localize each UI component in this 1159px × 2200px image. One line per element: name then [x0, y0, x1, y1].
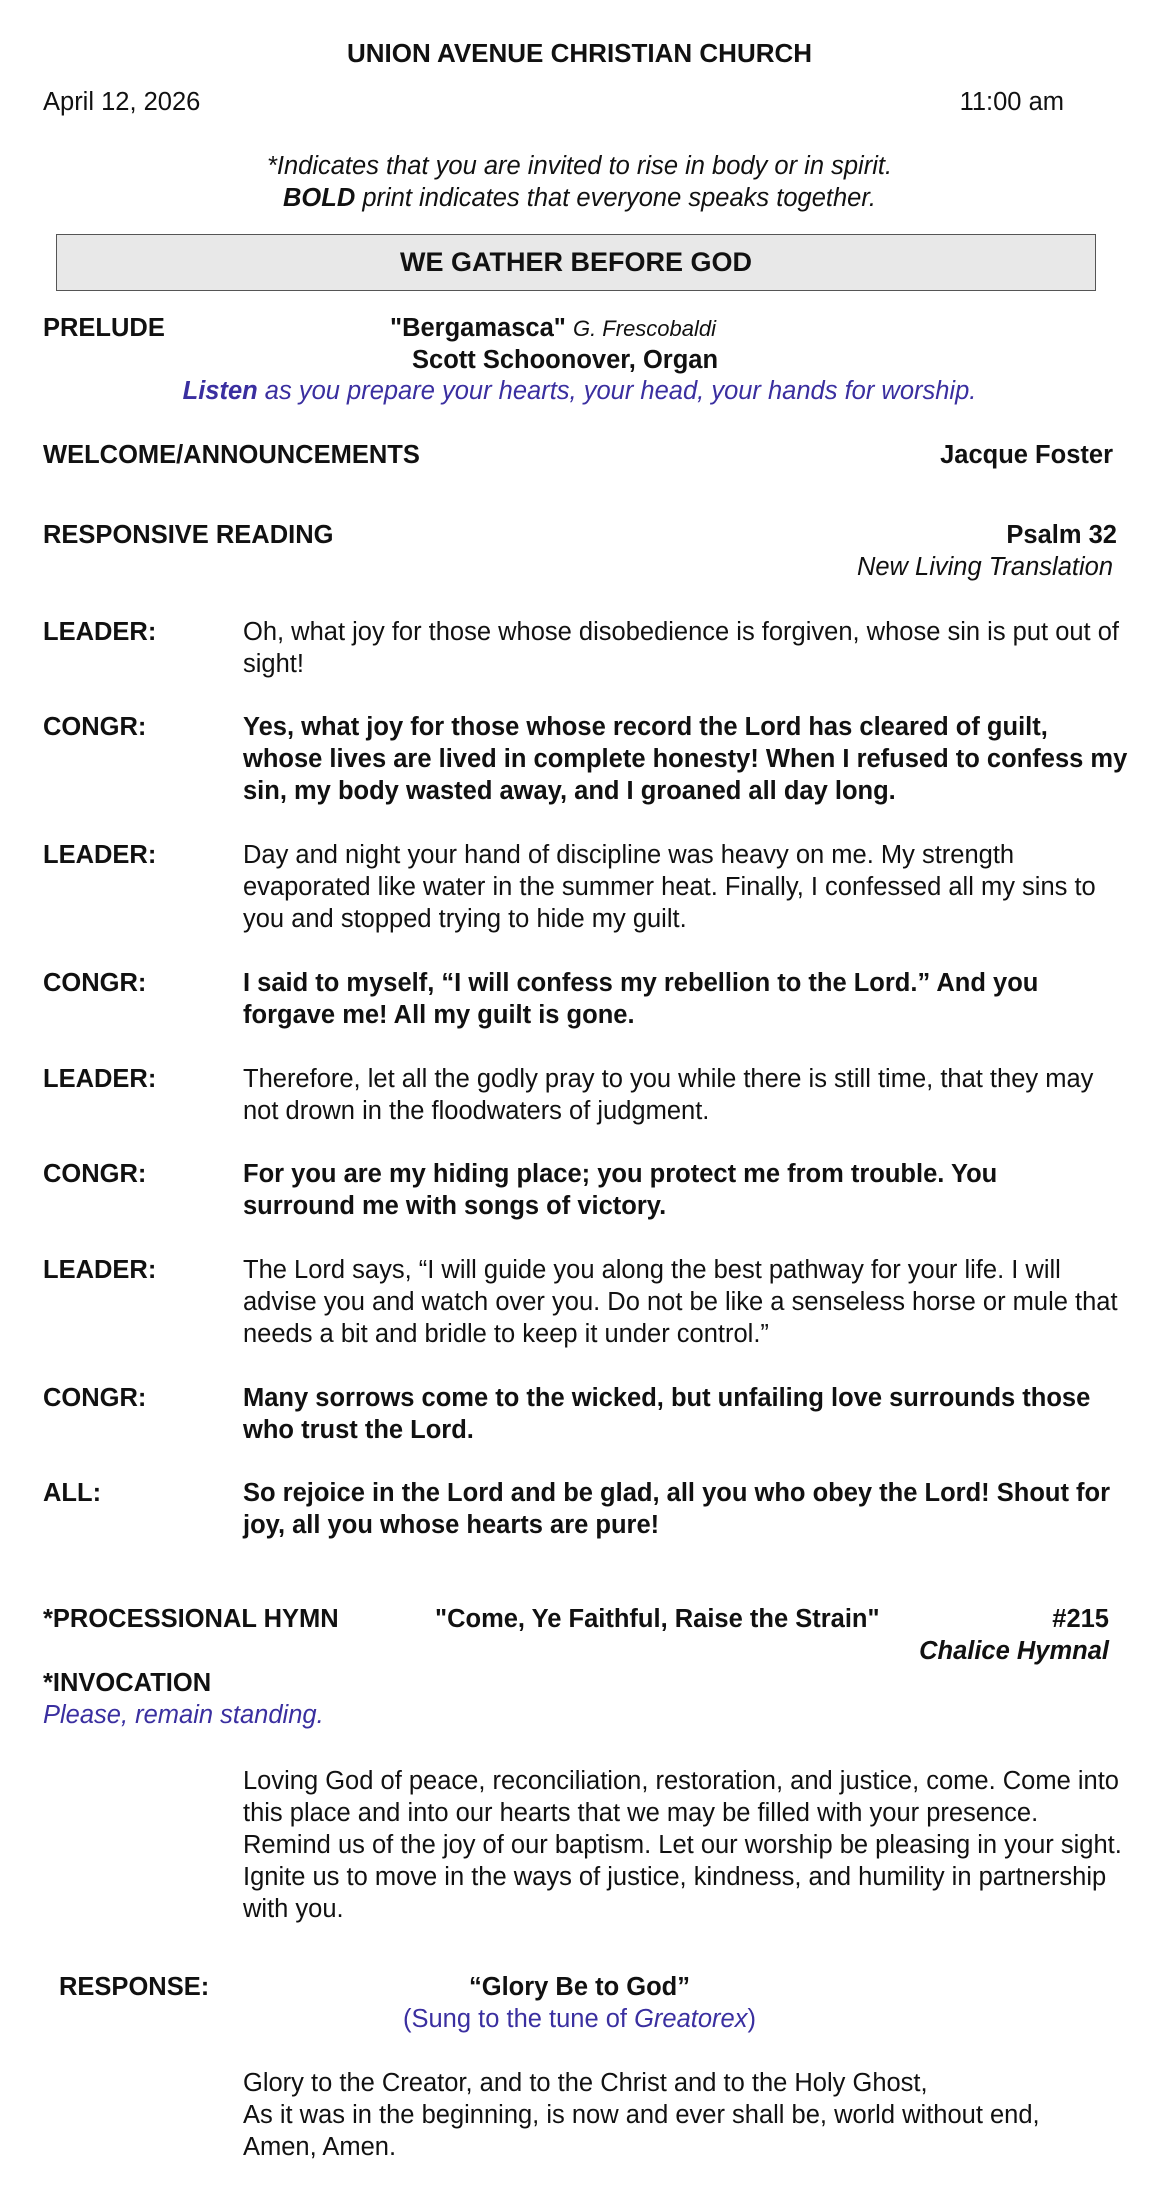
service-date: April 12, 2026 — [43, 88, 201, 116]
listen-rest: as you prepare your hearts, your head, your hands for worship. — [257, 377, 977, 405]
instruction-note-rise: *Indicates that you are invited to rise in body or in spirit. — [266, 152, 893, 180]
reading-text: For you are my hiding place; you protect me from trouble. You surround me with songs of victory. — [243, 1160, 998, 1220]
section-banner — [56, 234, 1096, 291]
reading-text: So rejoice in the Lord and be glad, all you who obey the Lord! Shout for joy, all you whose hearts are pure! — [243, 1479, 1111, 1539]
reading-role: CONGR: — [43, 713, 147, 741]
invocation-label: *INVOCATION — [43, 1669, 212, 1697]
reading-text: Oh, what joy for those whose disobedience is forgiven, whose sin is put out of sight! — [243, 618, 1119, 678]
prelude-piece — [390, 314, 716, 343]
tune-suffix: ) — [747, 2005, 756, 2033]
invocation-text: Loving God of peace, reconciliation, restoration, and justice, come. Come into this place and into our hearts that we may be filled with your presence. Remind us of the joy of our baptism. Let our worship be pleasing in your sight. Ignite us to move in the ways of justice, kindness, and humility in partnership with you. — [243, 1767, 1122, 1923]
prelude-label: PRELUDE — [43, 314, 165, 342]
invocation-instruction: Please, remain standing. — [43, 1701, 324, 1729]
prelude-composer: G. Frescobaldi — [572, 316, 717, 341]
instruction-note-bold — [0, 184, 1159, 213]
reading-text: Yes, what joy for those whose record the Lord has cleared of guilt, whose lives are lived in complete honesty! When I refused to confess my sin, my body wasted away, and I groaned all day long. — [243, 713, 1128, 805]
response-label: RESPONSE: — [59, 1973, 210, 2001]
church-name: UNION AVENUE CHRISTIAN CHURCH — [346, 38, 813, 68]
response-lyric-line: As it was in the beginning, is now and ever shall be, world without end, — [243, 2101, 1040, 2129]
response-lyric-line: Glory to the Creator, and to the Christ and to the Holy Ghost, — [243, 2069, 928, 2097]
response-tune — [0, 2005, 1159, 2034]
reading-role: CONGR: — [43, 969, 147, 997]
reading-role: LEADER: — [43, 1065, 157, 1093]
tune-name: Greatorex — [634, 2005, 748, 2033]
reading-role: LEADER: — [43, 618, 157, 646]
prelude-title: "Bergamasca" — [390, 314, 566, 342]
welcome-label: WELCOME/ANNOUNCEMENTS — [43, 441, 420, 469]
reading-role: CONGR: — [43, 1160, 147, 1188]
service-time: 11:00 am — [959, 88, 1064, 116]
response-lyric-line: Amen, Amen. — [243, 2133, 397, 2161]
responsive-reading-label: RESPONSIVE READING — [43, 521, 334, 549]
hymnal-name: Chalice Hymnal — [919, 1637, 1109, 1665]
translation-name: New Living Translation — [856, 553, 1113, 581]
hymn-title: "Come, Ye Faithful, Raise the Strain" — [435, 1605, 880, 1633]
reading-text: Many sorrows come to the wicked, but unfailing love surrounds those who trust the Lord. — [243, 1384, 1091, 1444]
reading-text: The Lord says, “I will guide you along the best pathway for your life. I will advise you and watch over you. Do not be like a senseless horse or mule that needs a bit and bridle to keep it under control.” — [243, 1256, 1118, 1348]
listen-word: Listen — [182, 377, 258, 405]
bold-note-rest: print indicates that everyone speaks together. — [355, 184, 876, 212]
prelude-listen-instruction — [0, 377, 1159, 406]
reading-text: Day and night your hand of discipline was heavy on me. My strength evaporated like water in the summer heat. Finally, I confessed all my sins to you and stopped trying to hide my guilt. — [243, 841, 1096, 933]
prelude-performer: Scott Schoonover, Organ — [412, 346, 719, 374]
hymn-number: #215 — [1052, 1605, 1109, 1633]
reading-role: LEADER: — [43, 841, 157, 869]
reading-text: I said to myself, “I will confess my rebellion to the Lord.” And you forgave me! All my guilt is gone. — [243, 969, 1039, 1029]
bold-keyword: BOLD — [283, 184, 356, 212]
reading-role: ALL: — [43, 1479, 102, 1507]
reading-text: Therefore, let all the godly pray to you while there is still time, that they may not drown in the floodwaters of judgment. — [243, 1065, 1094, 1125]
tune-prefix: (Sung to the tune of — [403, 2005, 635, 2033]
psalm-reference: Psalm 32 — [1006, 521, 1117, 549]
processional-hymn-label: *PROCESSIONAL HYMN — [43, 1605, 339, 1633]
section-title: WE GATHER BEFORE GOD — [399, 247, 752, 277]
reading-role: LEADER: — [43, 1256, 157, 1284]
reading-role: CONGR: — [43, 1384, 147, 1412]
response-title: “Glory Be to God” — [468, 1973, 690, 2001]
welcome-person: Jacque Foster — [940, 441, 1113, 469]
